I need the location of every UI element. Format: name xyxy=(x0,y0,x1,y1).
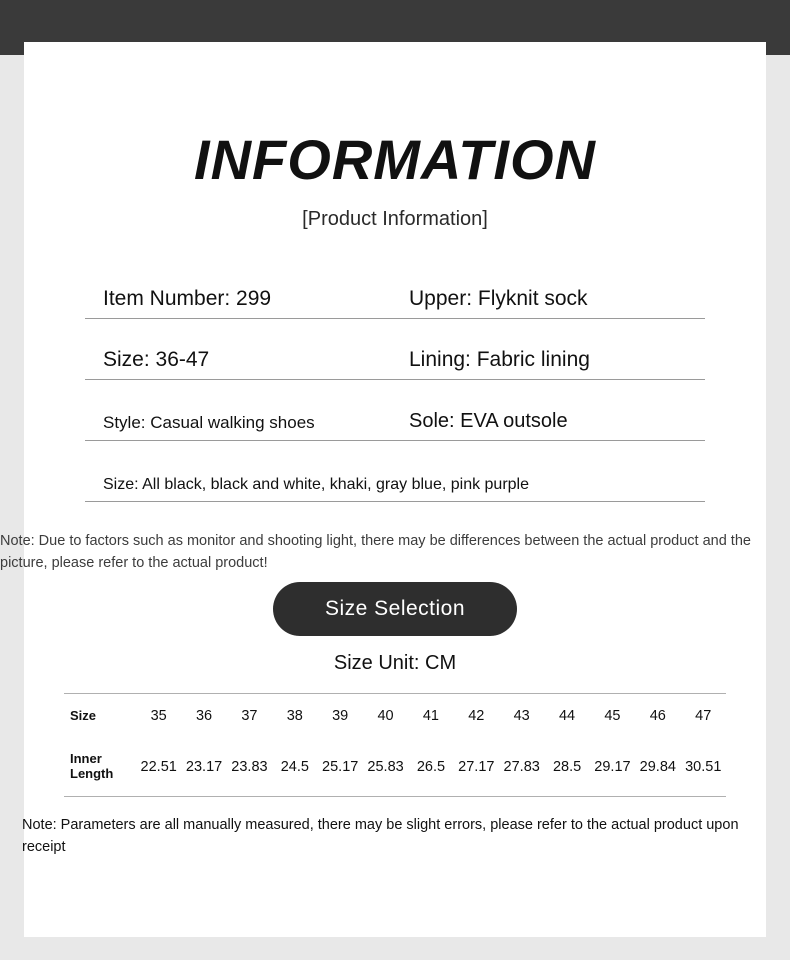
size-cell: 35 xyxy=(150,708,167,724)
spec-row xyxy=(85,464,705,502)
spec-lining: Lining: Fabric lining xyxy=(409,348,590,371)
spec-row xyxy=(85,403,705,441)
size-cell: 40 xyxy=(377,708,394,724)
product-information-sheet xyxy=(0,42,766,937)
note-bottom: Note: Parameters are all manually measured, there may be slight errors, please refer to the actual product upon receipt xyxy=(22,816,739,855)
table-row xyxy=(64,738,726,796)
spec-row xyxy=(85,342,705,380)
spec-table xyxy=(0,281,751,572)
inner-length-cell: 27.17 xyxy=(454,738,499,796)
spec-sole: Sole: EVA outsole xyxy=(409,410,568,432)
size-cell: 41 xyxy=(422,708,439,724)
spec-row xyxy=(85,281,705,319)
size-cell: 46 xyxy=(649,708,666,724)
inner-length-cell: 30.51 xyxy=(681,738,727,796)
spec-colors: Size: All black, black and white, khaki, gray blue, pink purple xyxy=(103,476,530,493)
page-title: INFORMATION xyxy=(194,128,596,191)
size-cell: 39 xyxy=(332,708,349,724)
inner-length-cell: 27.83 xyxy=(499,738,544,796)
size-selection-wrap xyxy=(24,582,766,636)
size-selection-button[interactable]: Size Selection xyxy=(273,582,517,636)
size-chart-table xyxy=(64,693,726,797)
table-row xyxy=(64,694,726,738)
size-cell: 44 xyxy=(558,708,576,724)
spec-style: Style: Casual walking shoes xyxy=(103,413,315,432)
inner-length-cell: 23.83 xyxy=(227,738,272,796)
sheet-content xyxy=(0,42,766,858)
row-label-size: Size xyxy=(70,707,97,723)
size-cell: 45 xyxy=(604,708,621,724)
inner-length-cell: 26.5 xyxy=(408,738,453,796)
inner-length-cell: 23.17 xyxy=(181,738,226,796)
spec-item-number: Item Number: 299 xyxy=(103,287,272,310)
size-cell: 37 xyxy=(241,708,258,724)
inner-length-cell: 25.83 xyxy=(363,738,408,796)
size-cell: 42 xyxy=(468,708,485,724)
page-subtitle: [Product Information] xyxy=(302,208,488,230)
inner-length-cell: 22.51 xyxy=(136,738,181,796)
size-cell: 43 xyxy=(513,708,530,724)
size-cell: 47 xyxy=(695,708,712,724)
size-unit-label: Size Unit: CM xyxy=(333,652,457,674)
spec-upper: Upper: Flyknit sock xyxy=(409,287,588,310)
inner-length-cell: 29.84 xyxy=(635,738,680,796)
spec-size-range: Size: 36-47 xyxy=(103,348,210,371)
row-label-inner-length: Inner Length xyxy=(64,738,136,796)
inner-length-cell: 28.5 xyxy=(544,738,589,796)
inner-length-cell: 24.5 xyxy=(272,738,317,796)
size-cell: 38 xyxy=(286,708,303,724)
note-top: Note: Due to factors such as monitor and shooting light, there may be differences between the actual product and the picture, please refer to the actual product! xyxy=(0,533,751,572)
inner-length-cell: 25.17 xyxy=(318,738,363,796)
inner-length-cell: 29.17 xyxy=(590,738,635,796)
size-cell: 36 xyxy=(195,708,213,724)
size-chart xyxy=(64,694,726,797)
